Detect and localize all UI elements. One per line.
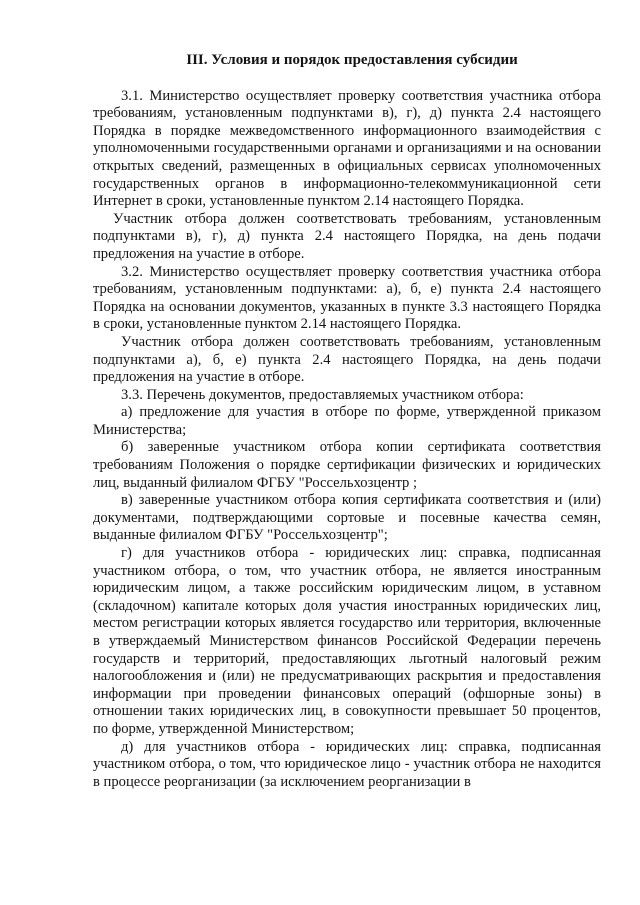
list-item-d: д) для участников отбора - юридических лиц: справка, подписанная участником отбора, о том, что юридическое лицо - участник отбора не находится в процессе реорганизации (за исключением реорганизации в [93, 738, 601, 790]
paragraph-3-2: 3.2. Министерство осуществляет проверку соответствия участника отбора требованиям, установленным подпунктами: а), б, е) пункта 2.4 настоящего Порядка на основании документов, указанных в пункте 3.3 настоящего Порядка в сроки, установленные пунктом 2.14 настоящего Порядка. [93, 263, 601, 333]
paragraph-3-1: 3.1. Министерство осуществляет проверку соответствия участника отбора требованиям, установленным подпунктами в), г), д) пункта 2.4 настоящего Порядка в порядке межведомственного информационного взаимодействия с уполномоченными государственными органами и организациями и на основании открытых сведений, размещенных в официальных сервисах уполномоченных государственных органов в информационно-телекоммуникационной сети Интернет в сроки, установленные пунктом 2.14 настоящего Порядка. [93, 87, 601, 210]
paragraph-3-1-requirement: Участник отбора должен соответствовать требованиям, установленным подпунктами в), г), д) пункта 2.4 настоящего Порядка, на день подачи предложения на участие в отборе. [93, 210, 601, 262]
list-item-a: а) предложение для участия в отборе по форме, утвержденной приказом Министерства; [93, 404, 601, 438]
list-item-b: б) заверенные участником отбора копии сертификата соответствия требованиям Положения о порядке сертификации физических и юридических лиц, выданный филиалом ФГБУ "Россельхозцентр ; [93, 439, 601, 491]
paragraph-3-2-requirement: Участник отбора должен соответствовать требованиям, установленным подпунктами а), б, е) пункта 2.4 настоящего Порядка, на день подачи предложения на участие в отборе. [93, 333, 601, 386]
paragraph-3-3: 3.3. Перечень документов, предоставляемых участником отбора: [121, 386, 524, 403]
document-page [93, 52, 601, 791]
list-item-v: в) заверенные участником отбора копия сертификата соответствия и (или) документами, подтверждающими сортовые и посевные качества семян, выданные филиалом ФГБУ "Россельхозцентр"; [93, 492, 601, 544]
section-heading: III. Условия и порядок предоставления субсидии [186, 52, 518, 68]
list-item-g: г) для участников отбора - юридических лиц: справка, подписанная участником отбора, о том, что участник отбора, не является иностранным юридическим лицом, а также российским юридическим лицом, в уставном (складочном) капитале которых доля участия иностранных юридических лиц, местом регистрации которых является государство или территория, включенные в утверждаемый Министерством финансов Российской Федерации перечень государств и территорий, предоставляющих льготный налоговый режим налогообложения и (или) не предусматривающих раскрытия и предоставления информации при проведении финансовых операций (офшорные зоны) в отношении таких юридических лиц, в совокупности превышает 50 процентов, по форме, утвержденной Министерством; [93, 545, 601, 737]
